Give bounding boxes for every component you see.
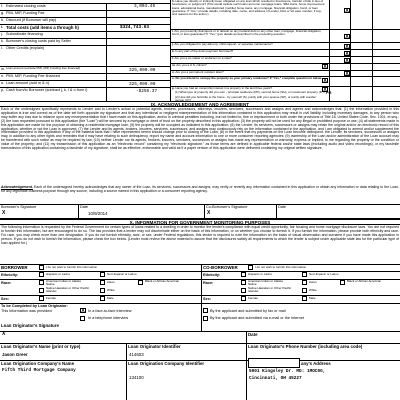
declaration-text: n. Are you a permanent resident alien?	[172, 70, 224, 74]
face-to-face-checkbox[interactable]: X	[81, 308, 85, 314]
asian-checkbox[interactable]	[100, 280, 105, 285]
borrower-heading: BORROWER	[1, 265, 28, 270]
hispanic-checkbox[interactable]	[39, 272, 44, 277]
telephone-label: In a telephone interview	[88, 316, 129, 320]
co-black-checkbox[interactable]	[340, 280, 345, 285]
no-checkbox[interactable]: X	[345, 71, 349, 77]
co-black-label: Black or African American	[347, 279, 382, 283]
no-checkbox[interactable]: X	[345, 58, 349, 64]
originator-signature-label: Loan Originator's Signature	[1, 323, 59, 328]
male-checkbox[interactable]	[100, 296, 105, 301]
row-letter: i.	[1, 25, 4, 29]
closing-costs-value: 3,004.46	[134, 4, 156, 9]
borrower-signature-field[interactable]: X	[2, 210, 6, 216]
co-race-label: Race:	[203, 281, 214, 285]
row-letter: m.	[1, 67, 6, 71]
no-furnish-label: I do not wish to furnish this information	[46, 265, 98, 269]
co-female-checkbox[interactable]	[241, 296, 246, 301]
declaration-text: (2) How did you hold title to the home - by yourself (S), jointly with your spouse (SP), or jointly with another	[175, 95, 317, 99]
white-checkbox[interactable]	[100, 288, 105, 293]
row-label: PMI, MIP, Funding Fee	[6, 11, 45, 15]
co-sex-label: Sex:	[203, 297, 212, 301]
email-internet-label: By the applicant and submitted via e-mail or the Internet	[210, 316, 304, 320]
row-letter: j.	[1, 32, 3, 36]
row-letter: l.	[1, 46, 3, 50]
declaration-text: m. Are you a U.S. citizen?	[172, 63, 207, 67]
originator-signature-field[interactable]: X	[2, 331, 6, 337]
row-label: Other Credits (explain)	[6, 46, 45, 50]
not-hispanic-label: Not Hispanic or Latino	[107, 272, 137, 276]
row-letter: h.	[1, 18, 5, 22]
total-costs-label: Total costs (add items a through h)	[6, 25, 79, 30]
company-id-value: 134100	[129, 375, 144, 380]
email-internet-checkbox[interactable]	[203, 316, 208, 321]
hawaiian-checkbox[interactable]	[39, 288, 44, 293]
loan-total-value: 325,000.00	[129, 82, 156, 87]
co-hawaiian-checkbox[interactable]	[241, 288, 246, 293]
monitoring-paragraph: The following information is requested by the Federal Government for certain types of loans related to a dwelling in order to monitor the lender's compliance with equal credit opportunity, fair housing and home mortgage disclosure laws. You are not required to furnish this information, but are encouraged to do so. The law provides that a lender may not discriminate either on the basis of this information, or on whether you choose to furnish it. If you furnish the information, please provide both ethnicity and race. For race, you may check more than one designation. If you do not furnish ethnicity, race, or sex, under Federal regulations, this lender is required to note the information on the basis of visual observation and surname if you have made this application in person. If you do not wish to furnish the information, please check the box below. (Lender must review the above material to assure that the disclosures satisfy all requirements to which the lender is subject under applicable state law for the particular type of loan applied for.)	[1, 225, 399, 245]
face-to-face-label: In a face-to-face interview	[88, 309, 132, 313]
section-x-title: X. INFORMATION FOR GOVERNMENT MONITORING PURPOSES	[0, 219, 400, 225]
black-label: Black or African American	[145, 279, 180, 283]
originator-name-value: Jason Greer	[2, 352, 28, 357]
row-label: Estimated closing costs	[6, 4, 46, 8]
row-letter: g.	[1, 11, 5, 15]
female-checkbox[interactable]	[39, 296, 44, 301]
borrower-signature-label: Borrower's Signature	[1, 205, 37, 209]
co-white-checkbox[interactable]	[302, 288, 307, 293]
total-costs-value: $324,743.63	[120, 25, 149, 30]
male-label: Male	[107, 296, 114, 300]
american-indian-checkbox[interactable]	[39, 280, 44, 285]
co-male-label: Male	[309, 296, 316, 300]
declaration-text: h. Have you directly or indirectly been obligated on any loan which resulted in foreclosure, transfer of title in lieu of foreclosure, or judgment? (This would include such loans as home mortgage loans, SBA loans, home improvement loans, educational loans, manufactured (mobile) home loans, any mortgage, financial obligation, bond, or loan guarantee. If "Yes," provide details, including date, name, and address of Lender, FHA or VA case number, if any, and reasons for the action.)	[172, 0, 325, 17]
cash-from-borrower-label: Cash from/to Borrower (subtract j, k, l & o from i)	[6, 88, 88, 92]
yes-checkbox[interactable]: X	[323, 78, 327, 84]
cash-from-borrower-value: -$256.37	[136, 89, 158, 94]
co-male-checkbox[interactable]	[302, 296, 307, 301]
black-checkbox[interactable]	[138, 280, 143, 285]
company-address-line-2: Cincinnati, OH 45227	[249, 376, 302, 381]
co-borrower-heading: CO-BORROWER	[203, 265, 238, 270]
ethnicity-label: Ethnicity:	[1, 273, 19, 277]
acknowledgement-paragraph: Each of the undersigned specifically represents to Lender and to Lender's actual or potential agents, brokers, processors, attorneys, insurers, servicers, successors and assigns and agrees and acknowledges that: (1) the information provided in this application is true and correct as of the date set forth opposite my signature and that any intentional or negligent misrepresentation of this information contained in this application may result in civil liability, including monetary damages, to any person who may suffer any loss due to reliance upon any misrepresentation that I have made on this application, and/or in criminal penalties including, but not limited to, fine or imprisonment or both under the provisions of Title 18, United States Code, Sec. 1001, et seq.; (2) the loan requested pursuant to this application (the "Loan") will be secured by a mortgage or deed of trust on the property described in this application; (3) the property will not be used for any illegal or prohibited purpose or use; (4) all statements made in this application are made for the purpose of obtaining a residential mortgage loan; (5) the property will be occupied as indicated in this application; (6) the Lender, its servicers, successors or assigns may retain the original and/or an electronic record of this application, whether or not the Loan is approved; (7) the Lender and its agents, brokers, insurers, servicers, successors, and assigns may continuously rely on the information contained in the application, and I am obligated to amend and/or supplement the information provided in this application if any of the material facts that I have represented herein should change prior to closing of the Loan; (8) in the event that my payments on the Loan become delinquent, the Lender, its servicers, successors or assigns may, in addition to any other rights and remedies that it may have relating to such delinquency, report my name and account information to one or more consumer reporting agencies; (9) ownership of the Loan and/or administration of the Loan account may be transferred with such notice as may be required by law; (10) neither Lender nor its agents, brokers, insurers, servicers, successors or assigns has made any representation or warranty, express or implied, to me regarding the property or the condition or value of the property; and (11) my transmission of this application as an "electronic record" containing my "electronic signature," as those terms are defined in applicable federal and/or state laws (excluding audio and video recordings), or my facsimile transmission of this application containing a facsimile of my signature, shall be as effective, enforceable and valid as if a paper version of this application were delivered containing my original written signature.	[1, 107, 399, 151]
female-label: Female	[46, 296, 57, 300]
co-not-hispanic-label: Not Hispanic or Latino	[309, 272, 339, 276]
asian-label: Asian	[107, 280, 115, 284]
row-letter: o.	[1, 81, 5, 85]
originator-phone-label: Loan Originator's Phone Number (including area code)	[248, 344, 363, 349]
completed-by-sub: This information was provided:	[1, 309, 53, 313]
declaration-text: j. Are you obligated to pay alimony, child support, or separate maintenance?	[172, 42, 273, 46]
telephone-checkbox[interactable]	[80, 316, 85, 321]
company-address-label: any's Address	[301, 361, 331, 366]
no-checkbox[interactable]: X	[345, 8, 349, 14]
declaration-text: p. Have you had an ownership interest in a property in the last three years?	[172, 86, 273, 90]
row-label: Borrower's closing costs paid by Seller	[6, 39, 71, 43]
acknowledgement-note: Acknowledgement. Each of the undersigned hereby acknowledges that any owner of the Loan, its servicers, successors and assigns, may verify or reverify any information contained in this application or obtain any information or data relating to the Loan, for any legitimate business purpose through any source, including a source named in this application or a consumer reporting agency.	[1, 185, 399, 193]
loan-amount-label: Loan amount (exclude PMI, MIP, Funding Fee financed)	[6, 66, 81, 70]
co-hispanic-label: Hispanic or Latino	[248, 272, 273, 276]
originator-id-label: Loan Originator Identifier	[128, 344, 181, 349]
originator-name-label: Loan Originator's Name (print or type)	[1, 344, 81, 349]
date-label: Date	[80, 205, 89, 209]
company-id-label: Loan Origination Company Identifier	[128, 361, 205, 366]
declaration-text: (1) What type of property did you own - principal residence (PR), second home (SH), or investment property (IP)?	[175, 90, 326, 94]
co-ethnicity-label: Ethnicity:	[203, 273, 221, 277]
no-checkbox[interactable]: X	[345, 34, 349, 40]
overlay-box	[248, 358, 300, 368]
co-asian-checkbox[interactable]	[302, 280, 307, 285]
yes-checkbox[interactable]: X	[323, 64, 327, 70]
co-borrower-no-furnish-checkbox[interactable]	[248, 265, 253, 270]
co-american-indian-checkbox[interactable]	[241, 280, 246, 285]
company-name-value: Fifth Third Mortgage Company	[2, 368, 76, 373]
row-label: Discount (if Borrower will pay)	[6, 18, 57, 22]
loan-total-label: Loan amount (add m & n)	[6, 81, 50, 85]
loan-amount-value: 325,000.00	[129, 68, 156, 73]
co-hawaiian-label: Native Hawaiian or Other Pacific Islander	[248, 286, 292, 294]
co-borrower-signature-field[interactable]: X	[207, 210, 211, 216]
no-checkbox[interactable]: X	[345, 44, 349, 50]
company-name-label: Loan Origination Company's Name	[1, 361, 75, 366]
completed-by-heading: To be Completed by Loan Originator:	[1, 304, 68, 308]
co-not-hispanic-checkbox[interactable]	[302, 272, 307, 277]
declaration-text: o. Do you intend to occupy the property as your primary residence? If "Yes," complete question m below.	[172, 76, 323, 80]
co-white-label: White	[309, 288, 317, 292]
row-letter: k.	[1, 39, 4, 43]
company-address-line-1: 5001 Kingsley Dr. MD: 1MOC0G,	[249, 369, 326, 374]
row-label: Subordinate financing	[6, 32, 43, 36]
co-borrower-signature-label: Co-Borrower's Signature	[206, 205, 248, 209]
declaration-text: i. Are you presently delinquent or in default on any Federal debt or any other loan, mortgage, financial obligation, bond, or loan guarantee? If "Yes," give details as described in the preceding question.	[172, 29, 322, 37]
no-checkbox[interactable]: X	[345, 51, 349, 57]
yes-checkbox[interactable]: X	[323, 87, 327, 93]
row-letter: n.	[1, 74, 5, 78]
row-letter: f.	[1, 4, 4, 8]
hispanic-label: Hispanic or Latino	[46, 272, 71, 276]
co-hispanic-checkbox[interactable]	[241, 272, 246, 277]
originator-id-value: 414603	[129, 352, 144, 357]
row-letter: p.	[1, 88, 5, 92]
no-furnish-label: I do not wish to furnish this information	[255, 265, 307, 269]
fax-mail-checkbox[interactable]	[203, 308, 208, 313]
property-type-answer: PR	[326, 90, 332, 95]
declaration-text: k. Is any part of the down payment borrowed?	[172, 49, 234, 53]
sex-label: Sex:	[1, 297, 10, 301]
section-ix-title: IX. ACKNOWLEDGEMENT AND AGREEMENT	[0, 101, 400, 107]
pmi-financed-label: PMI, MIP, Funding Fee financed	[6, 74, 60, 78]
american-indian-label: American Indian or Alaska Native	[46, 279, 81, 287]
declaration-text: l. Are you a co-maker or endorser on a note?	[172, 56, 232, 60]
co-asian-label: Asian	[309, 280, 317, 284]
borrower-sign-date: 10/9/2014	[88, 211, 108, 216]
fax-mail-label: By the applicant and submitted by fax or mail	[210, 309, 286, 313]
co-date-label: Date	[278, 205, 287, 209]
borrower-no-furnish-checkbox[interactable]	[39, 265, 44, 270]
co-female-label: Female	[248, 296, 259, 300]
not-hispanic-checkbox[interactable]	[100, 272, 105, 277]
race-label: Race:	[1, 281, 12, 285]
acknowledgement-heading: Acknowledgement.	[1, 185, 33, 189]
originator-date-label: Date	[248, 332, 258, 337]
co-american-indian-label: American Indian or Alaska Native	[248, 279, 283, 287]
hawaiian-label: Native Hawaiian or Other Pacific Islander	[46, 286, 90, 294]
white-label: White	[107, 288, 115, 292]
